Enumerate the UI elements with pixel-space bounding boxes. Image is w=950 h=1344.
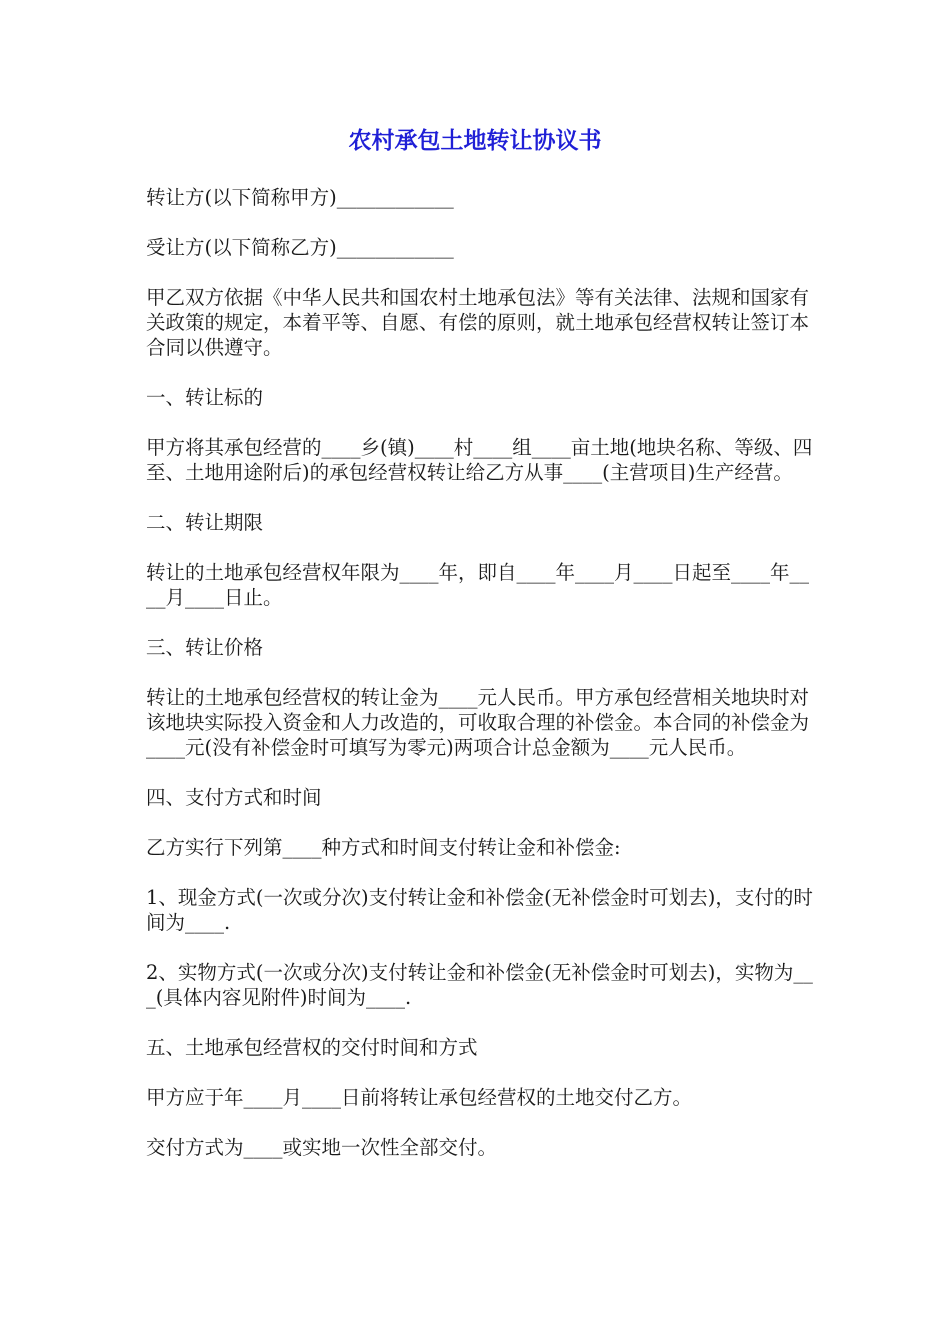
term-paragraph: 转让的土地承包经营权年限为____年，即自____年____月____日起至____年____月____日止。: [146, 561, 810, 609]
delivery-time-paragraph: 甲方应于年____月____日前将转让承包经营权的土地交付乙方。: [146, 1086, 693, 1109]
section-heading-subject: 一、转让标的: [146, 386, 264, 409]
transferee-line: 受让方(以下简称乙方)____________: [146, 236, 454, 259]
section-heading-delivery: 五、土地承包经营权的交付时间和方式: [146, 1036, 478, 1059]
transferor-line: 转让方(以下简称甲方)____________: [146, 186, 454, 209]
payment-option-in-kind: 2、实物方式(一次或分次)支付转让金和补偿金(无补偿金时可划去)，实物为___(具体内容见附件)时间为____.: [146, 961, 813, 1009]
price-paragraph: 转让的土地承包经营权的转让金为____元人民币。甲方承包经营相关地块时对该地块实际投入资金和人力改造的，可收取合理的补偿金。本合同的补偿金为____元(没有补偿金时可填写为零元)两项合计总金额为____元人民币。: [146, 686, 810, 759]
preamble-paragraph: 甲乙双方依据《中华人民共和国农村土地承包法》等有关法律、法规和国家有关政策的规定，本着平等、自愿、有偿的原则，就土地承包经营权转让签订本合同以供遵守。: [146, 286, 810, 359]
payment-intro-paragraph: 乙方实行下列第____种方式和时间支付转让金和补偿金:: [146, 836, 621, 859]
delivery-method-paragraph: 交付方式为____或实地一次性全部交付。: [146, 1136, 498, 1159]
subject-paragraph: 甲方将其承包经营的____乡(镇)____村____组____亩土地(地块名称、等级、四至、土地用途附后)的承包经营权转让给乙方从事____(主营项目)生产经营。: [146, 436, 813, 484]
document-body: [146, 185, 818, 1185]
payment-option-cash: 1、现金方式(一次或分次)支付转让金和补偿金(无补偿金时可划去)，支付的时间为____.: [146, 886, 813, 934]
section-heading-price: 三、转让价格: [146, 636, 264, 659]
document-title: 农村承包土地转让协议书: [348, 128, 602, 154]
section-heading-term: 二、转让期限: [146, 511, 264, 534]
section-heading-payment: 四、支付方式和时间: [146, 786, 322, 809]
